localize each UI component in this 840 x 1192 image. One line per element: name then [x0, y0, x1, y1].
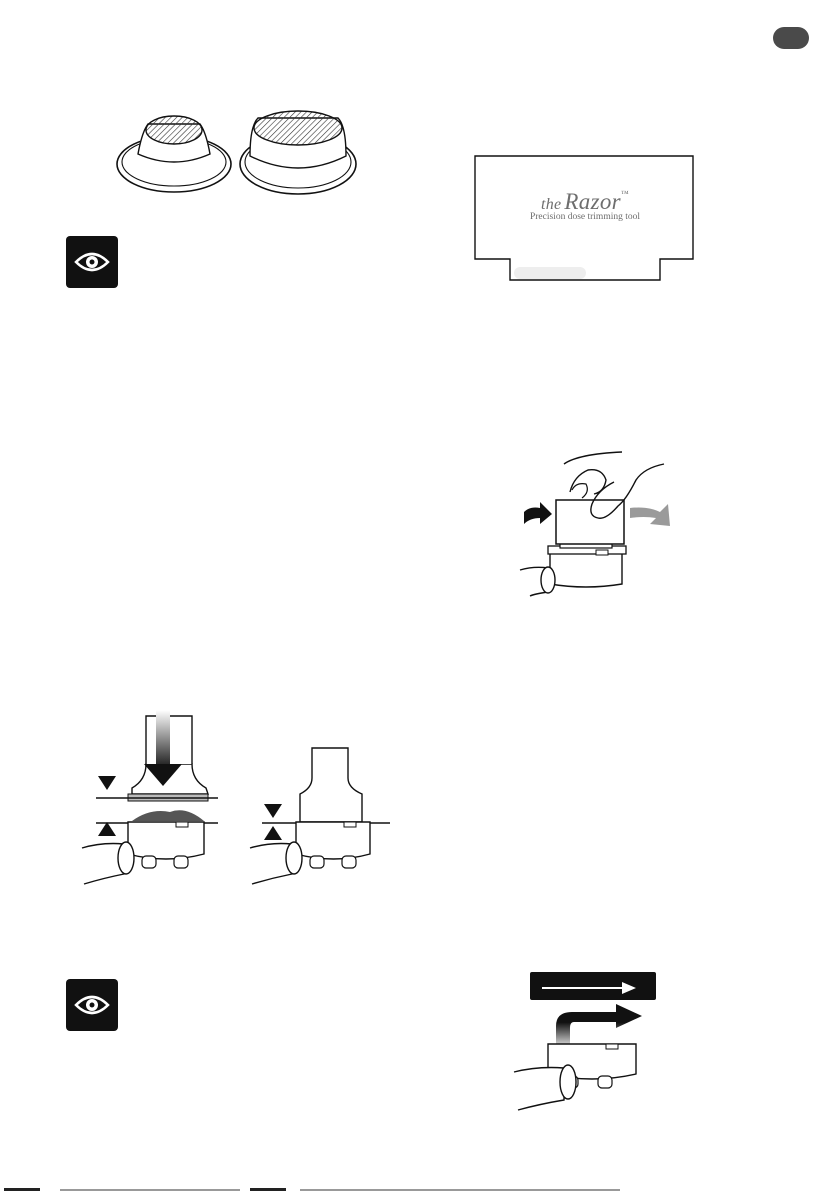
arrow-right-icon: [556, 1004, 642, 1050]
razor-tagline: Precision dose trimming tool: [529, 212, 641, 222]
tamper-pressing: [82, 710, 218, 884]
page-tab-marker: [773, 27, 809, 49]
tamper-level: [250, 748, 390, 884]
single-wall-basket: [117, 116, 231, 192]
razor-tool: [556, 500, 624, 548]
razor-trimming-illustration: [518, 446, 678, 600]
dual-wall-basket: [240, 111, 356, 194]
eye-icon: [66, 979, 118, 1031]
portafilter: [520, 546, 626, 596]
footer-strip: [0, 1186, 840, 1192]
tamping-illustration: [80, 708, 392, 888]
razor-trademark: ™: [620, 189, 630, 198]
rotate-arrow-icon: [630, 504, 670, 526]
filter-baskets-illustration: [112, 108, 362, 202]
group-head-slot: [530, 972, 656, 1000]
eye-icon: [66, 236, 118, 288]
rotate-arrow-icon: [524, 502, 552, 524]
insert-portafilter-illustration: [512, 970, 662, 1114]
portafilter: [514, 1044, 636, 1110]
razor-brand-name: Razor: [564, 189, 621, 214]
razor-brand-prefix: the: [540, 196, 562, 213]
